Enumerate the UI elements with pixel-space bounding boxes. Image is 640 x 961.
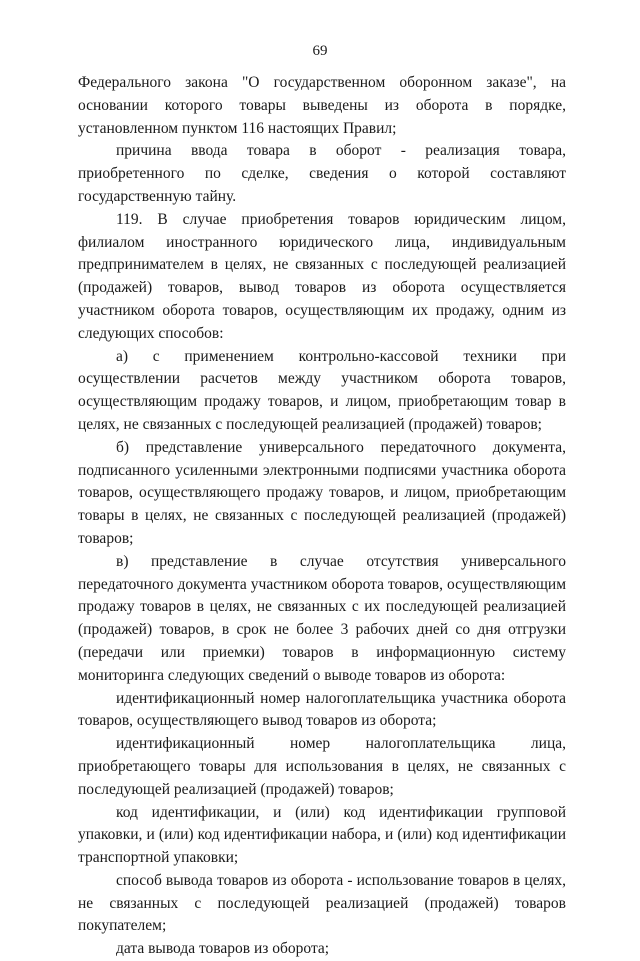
paragraph-withdrawal-method: способ вывода товаров из оборота - использование товаров в целях, не связанных с последующей реализацией (продажей) товаров покупателем; (78, 871, 566, 935)
paragraph-option-b: б) представление универсального передаточного документа, подписанного усиленными электронными подписями участника оборота товаров, осуществляющего продажу товаров, и лицом, приобретающим товары в целях, не связанных с последующей реализацией (продажей) товаров; (78, 438, 566, 547)
paragraph-reason-state-secret: причина ввода товара в оборот - реализация товара, приобретенного по сделке, сведения о которой составляют государственную тайну. (78, 142, 566, 205)
document-body (78, 72, 566, 961)
paragraph-seller-inn: идентификационный номер налогоплательщика участника оборота товаров, осуществляющего вывод товаров из оборота; (78, 689, 566, 730)
page-number: 69 (312, 43, 328, 59)
paragraph-option-c: в) представление в случае отсутствия универсального передаточного документа участником оборота товаров, осуществляющим продажу товаров в целях, не связанных с их последующей реализацией (продажей) товаров, в срок не более 3 рабочих дней со дня отгрузки (передачи или приемки) товаров в информационную систему мониторинга следующих сведений о выводе товаров из оборота: (78, 552, 566, 684)
paragraph-clause-119: 119. В случае приобретения товаров юридическим лицом, филиалом иностранного юридического лица, индивидуальным предпринимателем в целях, не связанных с последующей реализацией (продажей) товаров, вывод товаров из оборота осуществляется участником оборота товаров, осуществляющим их продажу, одним из следующих способов: (78, 210, 566, 342)
paragraph-buyer-inn: идентификационный номер налогоплательщика лица, приобретающего товары для использования в целях, не связанных с последующей реализацией (продажей) товаров; (78, 735, 566, 798)
paragraph-federal-law-continuation: Федерального закона "О государственном оборонном заказе", на основании которого товары выведены из оборота в порядке, установленном пунктом 116 настоящих Правил; (78, 74, 566, 137)
paragraph-identification-codes: код идентификации, и (или) код идентификации групповой упаковки, и (или) код идентификации набора, и (или) код идентификации транспортной упаковки; (78, 803, 566, 867)
paragraph-withdrawal-date: дата вывода товаров из оборота; (116, 940, 330, 958)
paragraph-option-a: а) с применением контрольно-кассовой техники при осуществлении расчетов между участником оборота товаров, осуществляющим продажу товаров, и лицом, приобретающим товар в целях, не связанных с последующей реализацией (продажей) товаров; (78, 347, 566, 433)
